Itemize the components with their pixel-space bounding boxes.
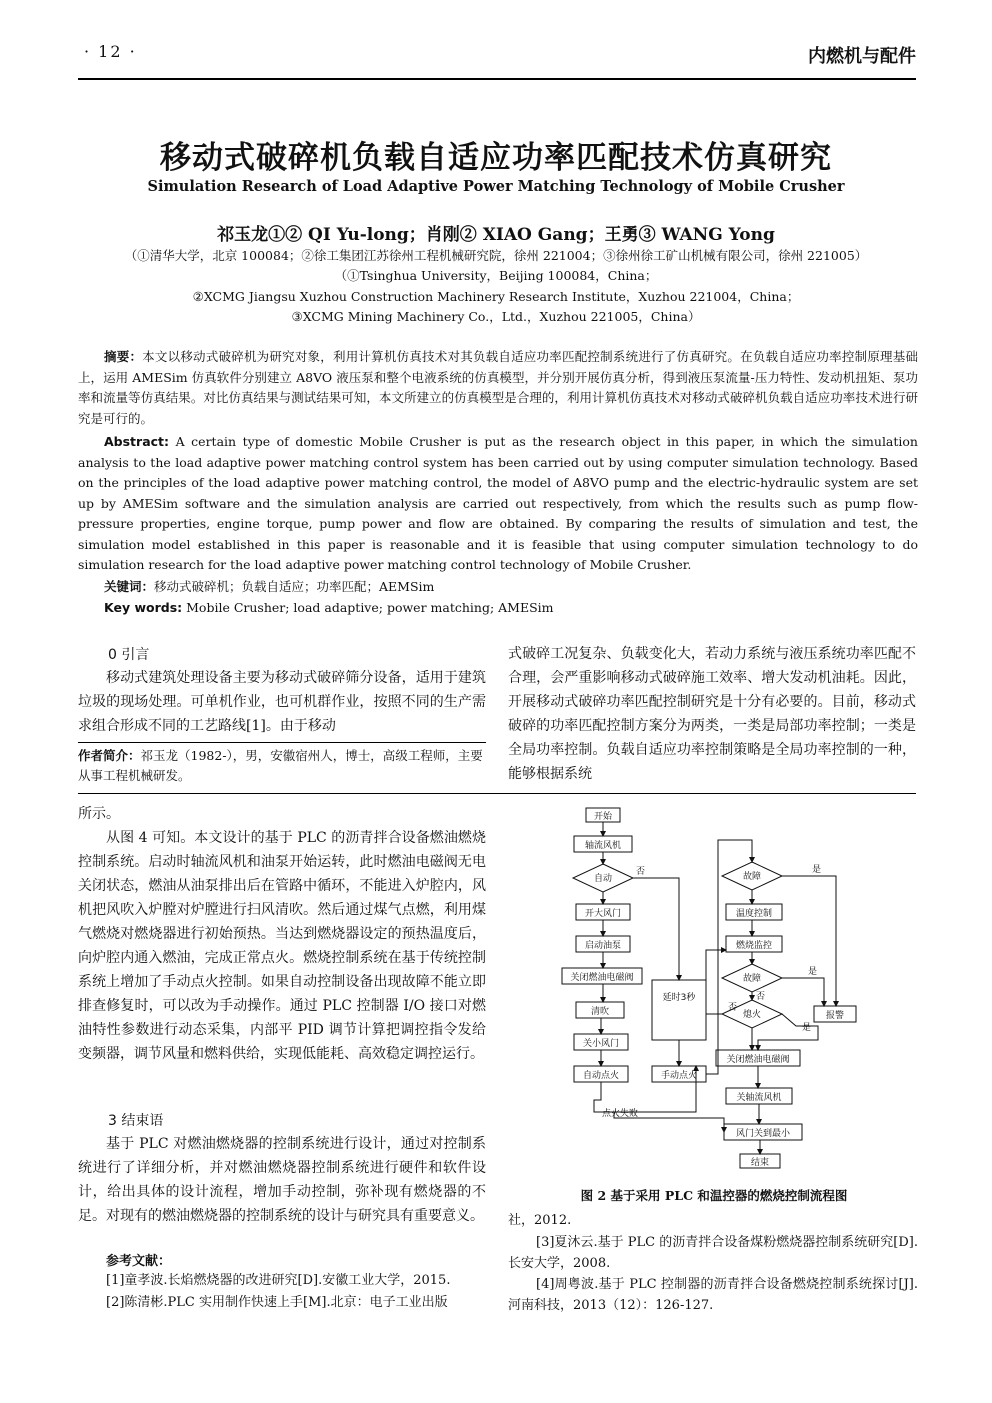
label-fan: 轴流风机 <box>584 841 622 851</box>
references-heading: 参考文献： <box>106 1254 172 1269</box>
reference-4: [4]周粤波.基于 PLC 控制器的沥青拌合设备燃烧控制系统探讨[J].河南科技，2013（12）：126-127. <box>508 1277 918 1313</box>
label-yes-3: 是 <box>802 1023 812 1033</box>
label-close-valve: 关闭燃油电磁阀 <box>570 973 634 983</box>
label-open-door: 开大风门 <box>584 909 622 919</box>
section-heading-intro: 0 引言 <box>108 647 150 663</box>
node-delay <box>652 980 706 1040</box>
label-purge: 清吹 <box>590 1007 610 1017</box>
author-note <box>78 746 488 786</box>
affiliation-en-3: ③XCMG Mining Machinery Co.，Ltd.，Xuzhou 221005，China） <box>291 309 701 324</box>
intro-right-text: 式破碎工况复杂、负载变化大，若动力系统与液压系统功率匹配不合理，会严重影响移动式破碎施工效率、增大发动机油耗。因此，开展移动式破碎功率匹配控制研究是十分有必要的。目前，移动式破碎的功率匹配控制方案分为两类，一类是局部功率控制；一类是全局功率控制。负载自适应功率控制策略是全局功率控制的一种，能够根据系统 <box>508 646 916 782</box>
label-end: 结束 <box>750 1158 770 1168</box>
keywords-chinese <box>78 577 918 598</box>
lower-lead: 所示。 <box>78 806 120 822</box>
abstract-en-label: Abstract: <box>104 434 170 449</box>
label-no-2: 否 <box>756 992 766 1002</box>
affiliation-en-1: （①Tsinghua University，Beijing 100084，China； <box>334 268 658 283</box>
label-door-min: 风门关到最小 <box>735 1129 791 1139</box>
affiliation-cn: （①清华大学，北京 100084；②徐工集团江苏徐州工程机械研究院，徐州 221004；③徐州徐工矿山机械有限公司，徐州 221005） <box>124 248 868 263</box>
keywords-english <box>78 598 918 619</box>
title-chinese: 移动式破碎机负载自适应功率匹配技术仿真研究 <box>160 140 832 176</box>
abstract-en-text: A certain type of domestic Mobile Crusher is put as the research object in this paper, in which the simulation analysis to the load adaptive power matching control system has been carried out by using computer simulation technology. Based on the principles of the load adaptive power matching control, the model of A8VO pump and the electric-hydraulic system are set up by AMESim software and the simulation analysis are carried out respectively, from which the results such as pump flow-pressure properties, engine torque, pump power and flow are obtained. By comparing the results of simulation and test, the simulation model established in this paper is reasonable and it is feasible that using computer simulation technology to do simulation research for the load adaptive power matching control technology of Mobile Crusher. <box>78 434 918 572</box>
keywords-cn-text: 移动式破碎机；负载自适应；功率匹配；AEMSim <box>154 579 435 594</box>
abstract-english <box>78 432 918 576</box>
label-close-fan: 关轴流风机 <box>736 1093 782 1103</box>
label-delay: 延时3秒 <box>662 993 696 1003</box>
label-no-1: 否 <box>728 1003 738 1013</box>
label-oil-pump: 启动油泵 <box>584 941 622 951</box>
title-english: Simulation Research of Load Adaptive Power Matching Technology of Mobile Crusher <box>147 178 845 195</box>
label-auto-ignite: 自动点火 <box>582 1071 620 1081</box>
affiliation-en-2: ②XCMG Jiangsu Xuzhou Construction Machinery Research Institute，Xuzhou 221004，China； <box>192 289 800 304</box>
abstract-cn-text: 本文以移动式破碎机为研究对象，利用计算机仿真技术对其负载自适应功率匹配控制系统进行了仿真研究。在负载自适应功率控制原理基础上，运用 AMESim 仿真软件分别建立 A8VO 液压泵和整个电液系统的仿真模型，并分别开展仿真分析，得到液压泵流量-压力特性、发动机扭矩、泵功率和流量等仿真结果。对比仿真结果与测试结果可知，本文所建立的仿真模型是合理的，利用计算机仿真技术对移动式破碎机负载自适应功率技术进行研究是可行的。 <box>78 349 918 426</box>
page-number: · 12 · <box>84 42 137 61</box>
keywords-en-text: Mobile Crusher; load adaptive; power matching; AMESim <box>186 600 554 615</box>
lower-paragraph-1: 从图 4 可知。本文设计的基于 PLC 的沥青拌合设备燃油燃烧控制系统。启动时轴流风机和油泵开始运转，此时燃油电磁阀无电关闭状态，燃油从油泵排出后在管路中循环，不能进入炉腔内，风机把风吹入炉膛对炉膛进行扫风清吹。然后通过煤气点燃，利用煤气燃烧对燃烧器进行初始预热。当达到燃烧器设定的预热温度后，向炉腔内通入燃油，完成正常点火。燃烧控制系统在基于传统控制系统上增加了手动点火控制。如果自动控制设备出现故障不能立即排查修复时，可以改为手动操作。通过 PLC 控制器 I/O 接口对燃油特性参数进行动态采集，内部平 PID 调节计算把调控指令发给变频器，调节风量和燃料供给，实现低能耗、高效稳定调控运行。 <box>78 830 486 1062</box>
reference-1: [1]童孝波.长焰燃烧器的改进研究[D].安徽工业大学，2015. <box>106 1273 451 1288</box>
reference-2-continued: 社，2012. <box>508 1213 572 1228</box>
label-burn-mon: 燃烧监控 <box>735 941 773 951</box>
label-fault2: 故障 <box>742 974 762 984</box>
header-rule <box>78 78 916 80</box>
reference-2: [2]陈清彬.PLC 实用制作快速上手[M].北京：电子工业出版 <box>106 1295 448 1310</box>
intro-left-text: 移动式建筑处理设备主要为移动式破碎筛分设备，适用于建筑垃圾的现场处理。可单机作业，也可机群作业，按照不同的生产需求组合形成不同的工艺路线[1]。由于移动 <box>78 670 486 734</box>
section-heading-conclusion: 3 结束语 <box>108 1113 164 1129</box>
abstract-cn-label: 摘要： <box>104 349 143 364</box>
label-no-3: 否 <box>636 867 646 877</box>
label-manual-ignite: 手动点火 <box>660 1071 698 1081</box>
author-note-text: 祁玉龙（1982-），男，安徽宿州人，博士，高级工程师，主要从事工程机械研发。 <box>78 748 483 783</box>
label-small-door: 关小风门 <box>582 1039 620 1049</box>
label-ignite-fail: 点火失败 <box>601 1109 639 1119</box>
author-note-rule <box>78 742 486 743</box>
label-yes-2: 是 <box>808 967 818 977</box>
label-close-valve2: 关闭燃油电磁阀 <box>726 1055 790 1065</box>
label-start: 开始 <box>593 812 613 822</box>
journal-name: 内燃机与配件 <box>808 46 916 67</box>
label-yes-1: 是 <box>812 865 822 875</box>
page-break-rule <box>78 793 916 794</box>
label-auto: 自动 <box>593 874 613 884</box>
keywords-en-label: Key words: <box>104 600 183 615</box>
burner-control-flowchart <box>556 800 876 1172</box>
label-fault1: 故障 <box>742 872 762 882</box>
keywords-cn-label: 关键词： <box>104 579 155 594</box>
label-flameout: 熄火 <box>742 1010 762 1020</box>
figure-caption: 图 2 基于采用 PLC 和温控器的燃烧控制流程图 <box>580 1188 848 1203</box>
author-note-label: 作者简介： <box>78 748 141 763</box>
lower-paragraph-2: 基于 PLC 对燃油燃烧器的控制系统进行设计，通过对控制系统进行了详细分析，并对燃油燃烧器控制系统进行硬件和软件设计，给出具体的设计流程，增加手动控制，弥补现有燃烧器的不足。对现有的燃油燃烧器的控制系统的设计与研究具有重要意义。 <box>78 1136 486 1224</box>
label-alarm: 报警 <box>825 1011 845 1021</box>
label-temp-ctrl: 温度控制 <box>735 909 773 919</box>
author-list: 祁玉龙①② QI Yu-long；肖刚② XIAO Gang；王勇③ WANG Yong <box>217 225 775 245</box>
abstract-chinese <box>78 347 918 429</box>
reference-3: [3]夏沐云.基于 PLC 的沥青拌合设备煤粉燃烧器控制系统研究[D].长安大学，2008. <box>508 1235 918 1271</box>
